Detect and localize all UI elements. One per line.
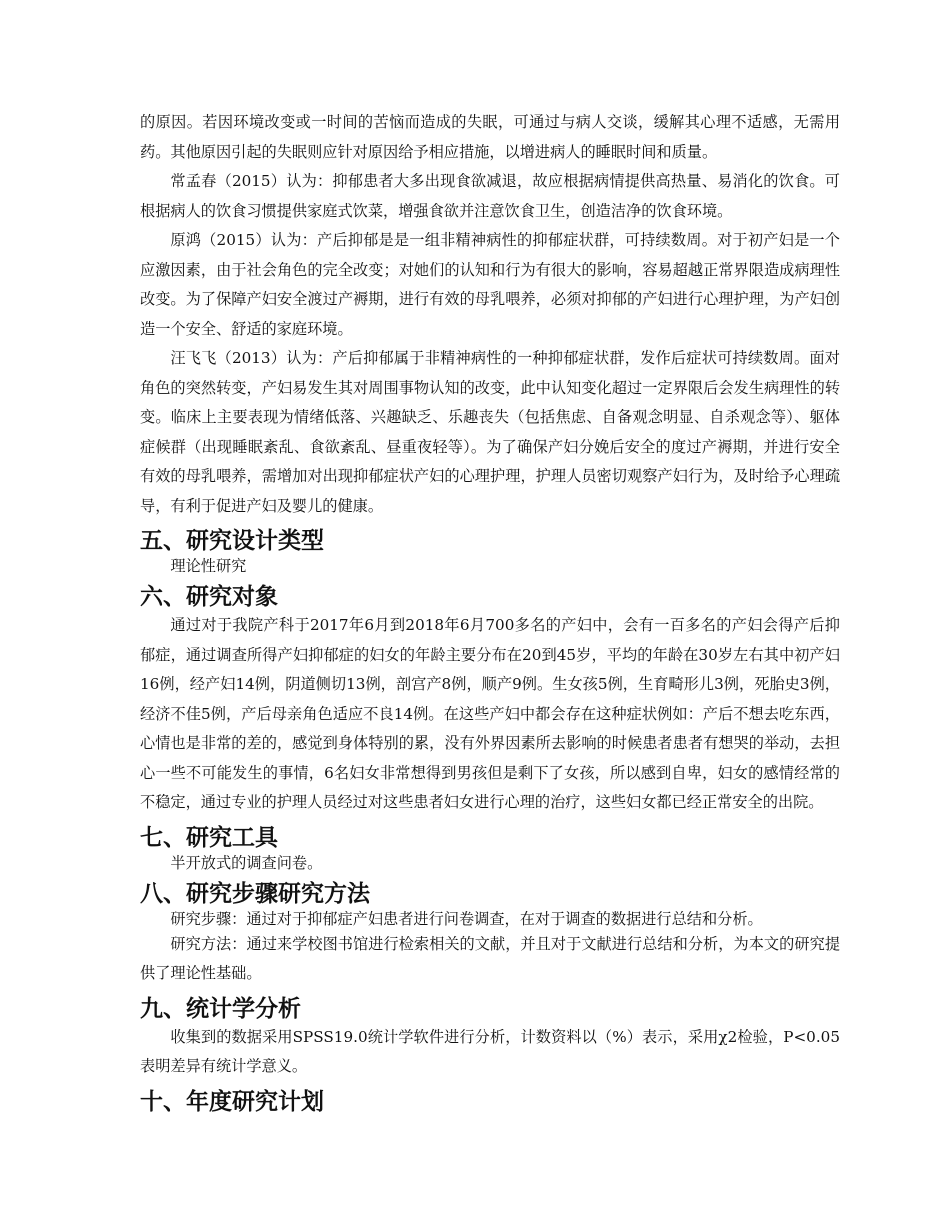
section-body-methods: 研究方法：通过来学校图书馆进行检索相关的文献，并且对于文献进行总结和分析，为本文的研究提供了理论性基础。 — [140, 934, 840, 982]
paragraph-chang-mengchun: 常孟春（2015）认为：抑郁患者大多出现食欲减退，故应根据病情提供高热量、易消化的饮食。可根据病人的饮食习惯提供家庭式饮菜，增强食欲并注意饮食卫生，创造洁净的饮食环境。 — [140, 172, 840, 220]
section-body-steps: 研究步骤：通过对于抑郁症产妇患者进行问卷调查，在对于调查的数据进行总结和分析。 — [170, 909, 763, 928]
document-page — [140, 108, 840, 1116]
paragraph-insomnia-cont: 的原因。若因环境改变或一时间的苦恼而造成的失眠，可通过与病人交谈，缓解其心理不适感，无需用药。其他原因引起的失眠则应针对原因给予相应措施，以增进病人的睡眠时间和质量。 — [140, 113, 840, 161]
section-heading-statistics: 九、统计学分析 — [140, 994, 301, 1022]
section-heading-subjects: 六、研究对象 — [140, 583, 278, 610]
section-body-statistics: 收集到的数据采用SPSS19.0统计学软件进行分析，计数资料以（%）表示，采用χ2检验，P<0.05表明差异有统计学意义。 — [140, 1027, 840, 1075]
section-heading-tools: 七、研究工具 — [140, 823, 278, 851]
section-body-design-type: 理论性研究 — [170, 557, 247, 575]
section-body-tools: 半开放式的调查问卷。 — [170, 853, 323, 872]
section-body-subjects: 通过对于我院产科于2017年6月到2018年6月700多名的产妇中，会有一百多名的产妇会得产后抑郁症，通过调查所得产妇抑郁症的妇女的年龄主要分布在20到45岁，平均的年龄在30岁左右其中初产妇16例，经产妇14例，阴道侧切13例，剖宫产8例，顺产9例。生女孩5例，生育畸形儿3例，死胎史3例，经济不佳5例，产后母亲角色适应不良14例。在这些产妇中都会存在这种症状例如：产后不想去吃东西，心情也是非常的差的，感觉到身体特别的累，没有外界因素所去影响的时候患者患者有想哭的举动，去担心一些不可能发生的事情，6名妇女非常想得到男孩但是剩下了女孩，所以感到自卑，妇女的感情经常的不稳定，通过专业的护理人员经过对这些患者妇女进行心理的治疗，这些妇女都已经正常安全的出院。 — [140, 616, 840, 811]
section-heading-steps-methods: 八、研究步骤研究方法 — [140, 879, 370, 907]
paragraph-yuan-hong: 原鸿（2015）认为：产后抑郁是是一组非精神病性的抑郁症状群，可持续数周。对于初产妇是一个应激因素，由于社会角色的完全改变；对她们的认知和行为有很大的影响，容易超越正常界限造成病理性改变。为了保障产妇安全渡过产褥期，进行有效的母乳喂养，必须对抑郁的产妇进行心理护理，为产妇创造一个安全、舒适的家庭环境。 — [140, 231, 840, 338]
section-heading-design-type: 五、研究设计类型 — [140, 527, 324, 554]
paragraph-wang-feifei: 汪飞飞（2013）认为：产后抑郁属于非精神病性的一种抑郁症状群，发作后症状可持续数周。面对角色的突然转变，产妇易发生其对周围事物认知的改变，此中认知变化超过一定界限后会发生病理性的转变。临床上主要表现为情绪低落、兴趣缺乏、乐趣丧失（包括焦虑、自备观念明显、自杀观念等）、躯体症候群（出现睡眠紊乱、食欲紊乱、昼重夜轻等）。为了确保产妇分娩后安全的度过产褥期，并进行安全有效的母乳喂养，需增加对出现抑郁症状产妇的心理护理，护理人员密切观察产妇行为，及时给予心理疏导，有利于促进产妇及婴儿的健康。 — [140, 349, 840, 515]
section-heading-annual-plan: 十、年度研究计划 — [140, 1087, 324, 1115]
